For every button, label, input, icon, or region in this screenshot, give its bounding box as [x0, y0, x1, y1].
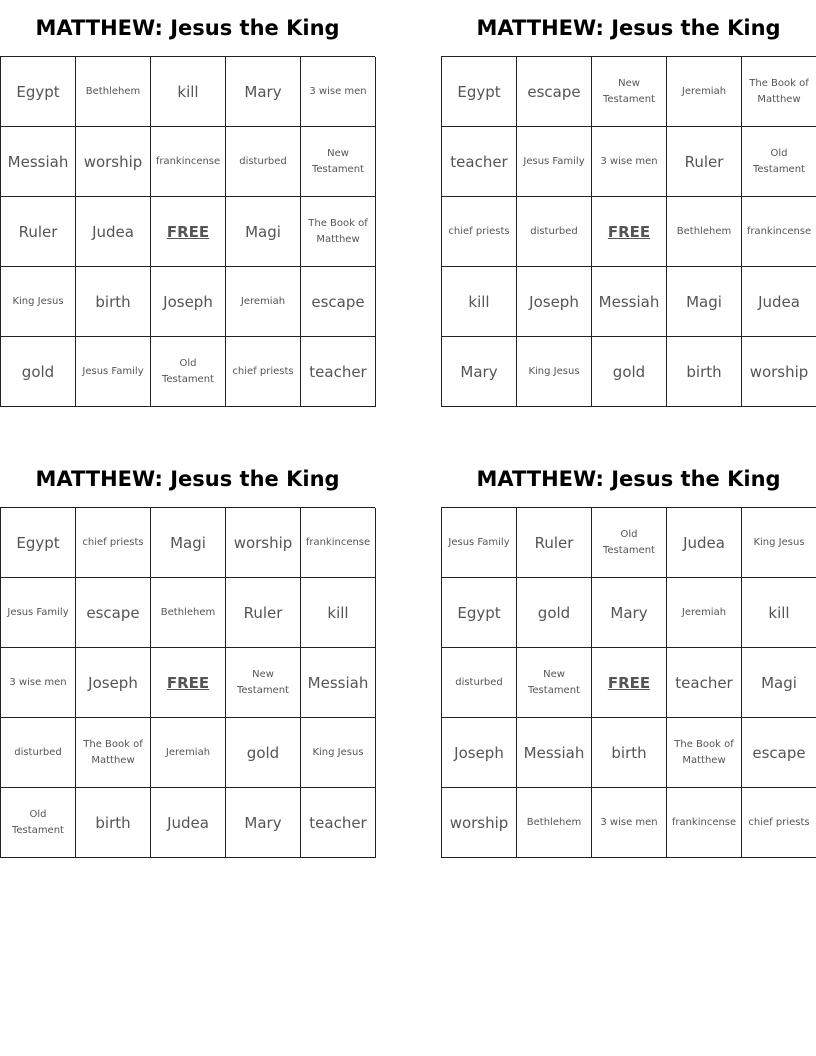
bingo-cell: teacher — [301, 788, 376, 858]
bingo-cell: King Jesus — [742, 508, 816, 578]
bingo-cell: Magi — [742, 648, 816, 718]
bingo-cell: 3 wise men — [301, 57, 376, 127]
bingo-cell: Mary — [226, 788, 301, 858]
bingo-cell: Jeremiah — [667, 578, 742, 648]
bingo-cell: kill — [742, 578, 816, 648]
bingo-cell: 3 wise men — [1, 648, 76, 718]
bingo-cell: teacher — [667, 648, 742, 718]
free-space: FREE — [151, 648, 226, 718]
bingo-cell: Old Testament — [151, 337, 226, 407]
bingo-cell: Old Testament — [742, 127, 816, 197]
bingo-cell: Magi — [226, 197, 301, 267]
bingo-cell: Ruler — [517, 508, 592, 578]
bingo-cell: The Book of Matthew — [667, 718, 742, 788]
bingo-cell: New Testament — [517, 648, 592, 718]
bingo-cell: King Jesus — [517, 337, 592, 407]
bingo-cell: Old Testament — [1, 788, 76, 858]
bingo-grid — [0, 56, 375, 407]
bingo-cell: chief priests — [742, 788, 816, 858]
bingo-cell: Messiah — [1, 127, 76, 197]
bingo-cell: Ruler — [1, 197, 76, 267]
bingo-cell: disturbed — [226, 127, 301, 197]
bingo-cell: Judea — [76, 197, 151, 267]
card-title: MATTHEW: Jesus the King — [35, 16, 340, 40]
bingo-cell: Joseph — [76, 648, 151, 718]
bingo-cell: The Book of Matthew — [76, 718, 151, 788]
bingo-cell: frankincense — [151, 127, 226, 197]
bingo-cell: The Book of Matthew — [301, 197, 376, 267]
card-title: MATTHEW: Jesus the King — [35, 467, 340, 491]
card-title: MATTHEW: Jesus the King — [476, 467, 781, 491]
bingo-cell: Magi — [667, 267, 742, 337]
bingo-cell: Egypt — [442, 578, 517, 648]
bingo-grid — [441, 56, 816, 407]
bingo-cell: frankincense — [742, 197, 816, 267]
bingo-grid — [441, 507, 816, 858]
bingo-cell: Bethlehem — [517, 788, 592, 858]
bingo-cell: escape — [76, 578, 151, 648]
bingo-cell: Judea — [742, 267, 816, 337]
bingo-cell: kill — [151, 57, 226, 127]
bingo-cell: Egypt — [1, 57, 76, 127]
bingo-cell: teacher — [442, 127, 517, 197]
bingo-cell: Ruler — [667, 127, 742, 197]
bingo-cell: worship — [226, 508, 301, 578]
bingo-cell: Bethlehem — [151, 578, 226, 648]
bingo-cell: chief priests — [442, 197, 517, 267]
bingo-cell: frankincense — [301, 508, 376, 578]
bingo-card-4 — [441, 451, 816, 858]
bingo-cell: Jesus Family — [76, 337, 151, 407]
bingo-cell: Bethlehem — [76, 57, 151, 127]
bingo-cell: gold — [1, 337, 76, 407]
card-title: MATTHEW: Jesus the King — [476, 16, 781, 40]
bingo-cell: escape — [742, 718, 816, 788]
bingo-cell: frankincense — [667, 788, 742, 858]
bingo-cell: chief priests — [76, 508, 151, 578]
bingo-cell: birth — [667, 337, 742, 407]
bingo-cell: disturbed — [517, 197, 592, 267]
bingo-cell: Old Testament — [592, 508, 667, 578]
bingo-card-1 — [0, 0, 375, 407]
free-space: FREE — [151, 197, 226, 267]
bingo-card-3 — [0, 451, 375, 858]
bingo-grid — [0, 507, 375, 858]
bingo-cell: worship — [76, 127, 151, 197]
bingo-cell: King Jesus — [301, 718, 376, 788]
bingo-cell: Jeremiah — [151, 718, 226, 788]
bingo-cell: Joseph — [517, 267, 592, 337]
bingo-cell: worship — [742, 337, 816, 407]
bingo-cell: teacher — [301, 337, 376, 407]
bingo-cell: gold — [226, 718, 301, 788]
bingo-cell: Messiah — [517, 718, 592, 788]
bingo-cell: 3 wise men — [592, 788, 667, 858]
bingo-cell: Jeremiah — [667, 57, 742, 127]
bingo-cell: Judea — [151, 788, 226, 858]
bingo-cell: New Testament — [226, 648, 301, 718]
bingo-cell: disturbed — [1, 718, 76, 788]
bingo-cell: Egypt — [442, 57, 517, 127]
bingo-cell: King Jesus — [1, 267, 76, 337]
bingo-cell: Jeremiah — [226, 267, 301, 337]
bingo-cell: Bethlehem — [667, 197, 742, 267]
bingo-cell: Joseph — [151, 267, 226, 337]
bingo-cell: birth — [592, 718, 667, 788]
bingo-card-2 — [441, 0, 816, 407]
bingo-cell: Magi — [151, 508, 226, 578]
bingo-cell: The Book of Matthew — [742, 57, 816, 127]
bingo-cell: Jesus Family — [517, 127, 592, 197]
bingo-cell: worship — [442, 788, 517, 858]
bingo-cell: Messiah — [301, 648, 376, 718]
bingo-cell: Jesus Family — [1, 578, 76, 648]
bingo-cell: New Testament — [592, 57, 667, 127]
bingo-cell: Messiah — [592, 267, 667, 337]
bingo-cell: birth — [76, 267, 151, 337]
bingo-cell: escape — [517, 57, 592, 127]
bingo-cell: Mary — [592, 578, 667, 648]
bingo-cell: kill — [442, 267, 517, 337]
bingo-cell: escape — [301, 267, 376, 337]
bingo-cell: kill — [301, 578, 376, 648]
bingo-cell: gold — [592, 337, 667, 407]
bingo-cell: chief priests — [226, 337, 301, 407]
bingo-cell: gold — [517, 578, 592, 648]
bingo-cell: Judea — [667, 508, 742, 578]
bingo-cell: New Testament — [301, 127, 376, 197]
bingo-cell: birth — [76, 788, 151, 858]
bingo-cell: Mary — [442, 337, 517, 407]
free-space: FREE — [592, 197, 667, 267]
bingo-cell: Mary — [226, 57, 301, 127]
bingo-cell: Joseph — [442, 718, 517, 788]
bingo-cell: Ruler — [226, 578, 301, 648]
bingo-cell: 3 wise men — [592, 127, 667, 197]
free-space: FREE — [592, 648, 667, 718]
bingo-cell: Jesus Family — [442, 508, 517, 578]
bingo-cell: disturbed — [442, 648, 517, 718]
bingo-cell: Egypt — [1, 508, 76, 578]
